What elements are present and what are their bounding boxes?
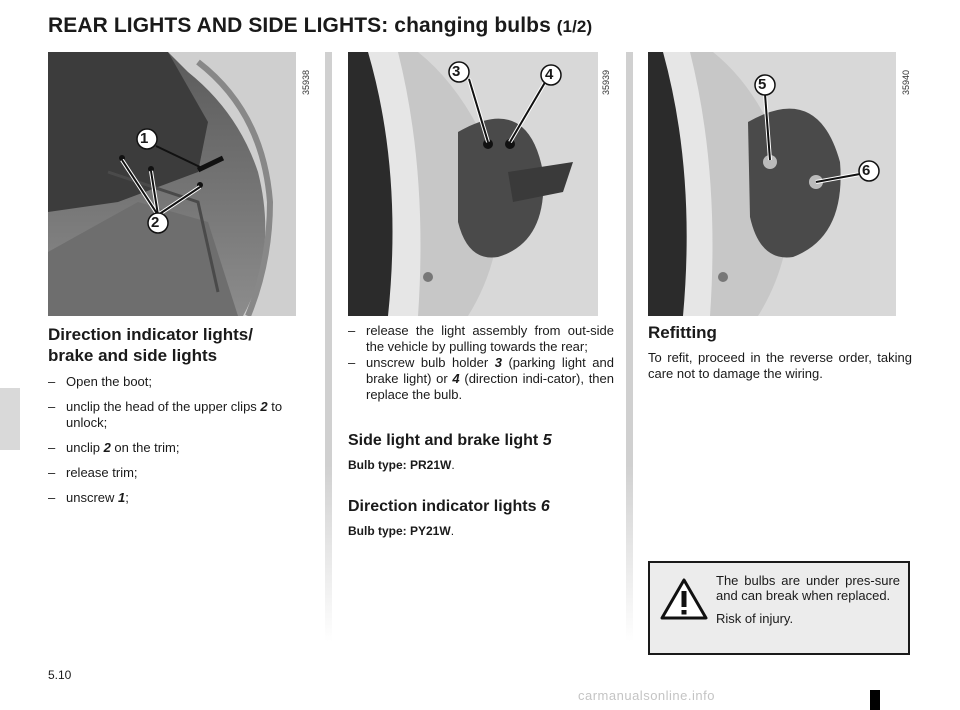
column-2 [348, 323, 614, 539]
page-title-part: (1/2) [556, 17, 593, 36]
callout-3: 3 [452, 63, 461, 80]
bulb-type: Bulb type: PR21W. [348, 458, 455, 472]
list-item: – release the light assembly from out-side the vehicle by pulling towards the rear; [348, 323, 614, 354]
section-heading: Refitting [648, 323, 717, 342]
column-separator [325, 52, 332, 642]
section-heading: Direction indicator lights/ brake and side lights [48, 325, 253, 365]
section-heading: Side light and brake light 5 [348, 432, 552, 449]
bulb-type: Bulb type: PY21W. [348, 524, 455, 538]
watermark: carmanualsonline.info [578, 688, 715, 703]
column-1 [48, 324, 316, 506]
list-item: – unscrew bulb holder 3 (parking light and brake light) or 4 (direction indi-cator), then replace the bulb. [348, 355, 614, 402]
page-title [48, 14, 592, 38]
list-item: – Open the boot; [48, 374, 153, 389]
figure-number: 35940 [901, 69, 911, 95]
callout-4: 4 [545, 66, 554, 83]
callout-2: 2 [151, 214, 160, 231]
figure-number: 35938 [301, 69, 311, 95]
page-marker [870, 690, 880, 710]
warning-triangle-icon [660, 577, 708, 626]
list-item: – release trim; [48, 465, 138, 480]
section-heading: Direction indicator lights 6 [348, 498, 550, 515]
figure-light-assembly [348, 52, 598, 316]
list-item: – unscrew 1; [48, 490, 129, 505]
warning-text: The bulbs are under pres-sure and can break when replaced. Risk of injury. [716, 573, 900, 626]
figure-number: 35939 [601, 69, 611, 95]
page-number: 5.10 [48, 668, 72, 682]
callout-1: 1 [140, 130, 149, 147]
column-3 [648, 322, 912, 382]
list-item: – unclip the head of the upper clips 2 to unlock; [48, 399, 283, 430]
chapter-tab [0, 388, 20, 450]
list-item: – unclip 2 on the trim; [48, 440, 180, 455]
warning-box [648, 561, 910, 655]
page-title-main: REAR LIGHTS AND SIDE LIGHTS: changing bulbs [48, 14, 551, 37]
figure-bulb-holders [648, 52, 896, 316]
callout-5: 5 [758, 76, 767, 93]
column-separator [626, 52, 633, 642]
callout-6: 6 [862, 162, 871, 179]
refitting-text: To refit, proceed in the reverse order, taking care not to damage the wiring. [648, 350, 912, 381]
figure-boot-trim [48, 52, 296, 316]
